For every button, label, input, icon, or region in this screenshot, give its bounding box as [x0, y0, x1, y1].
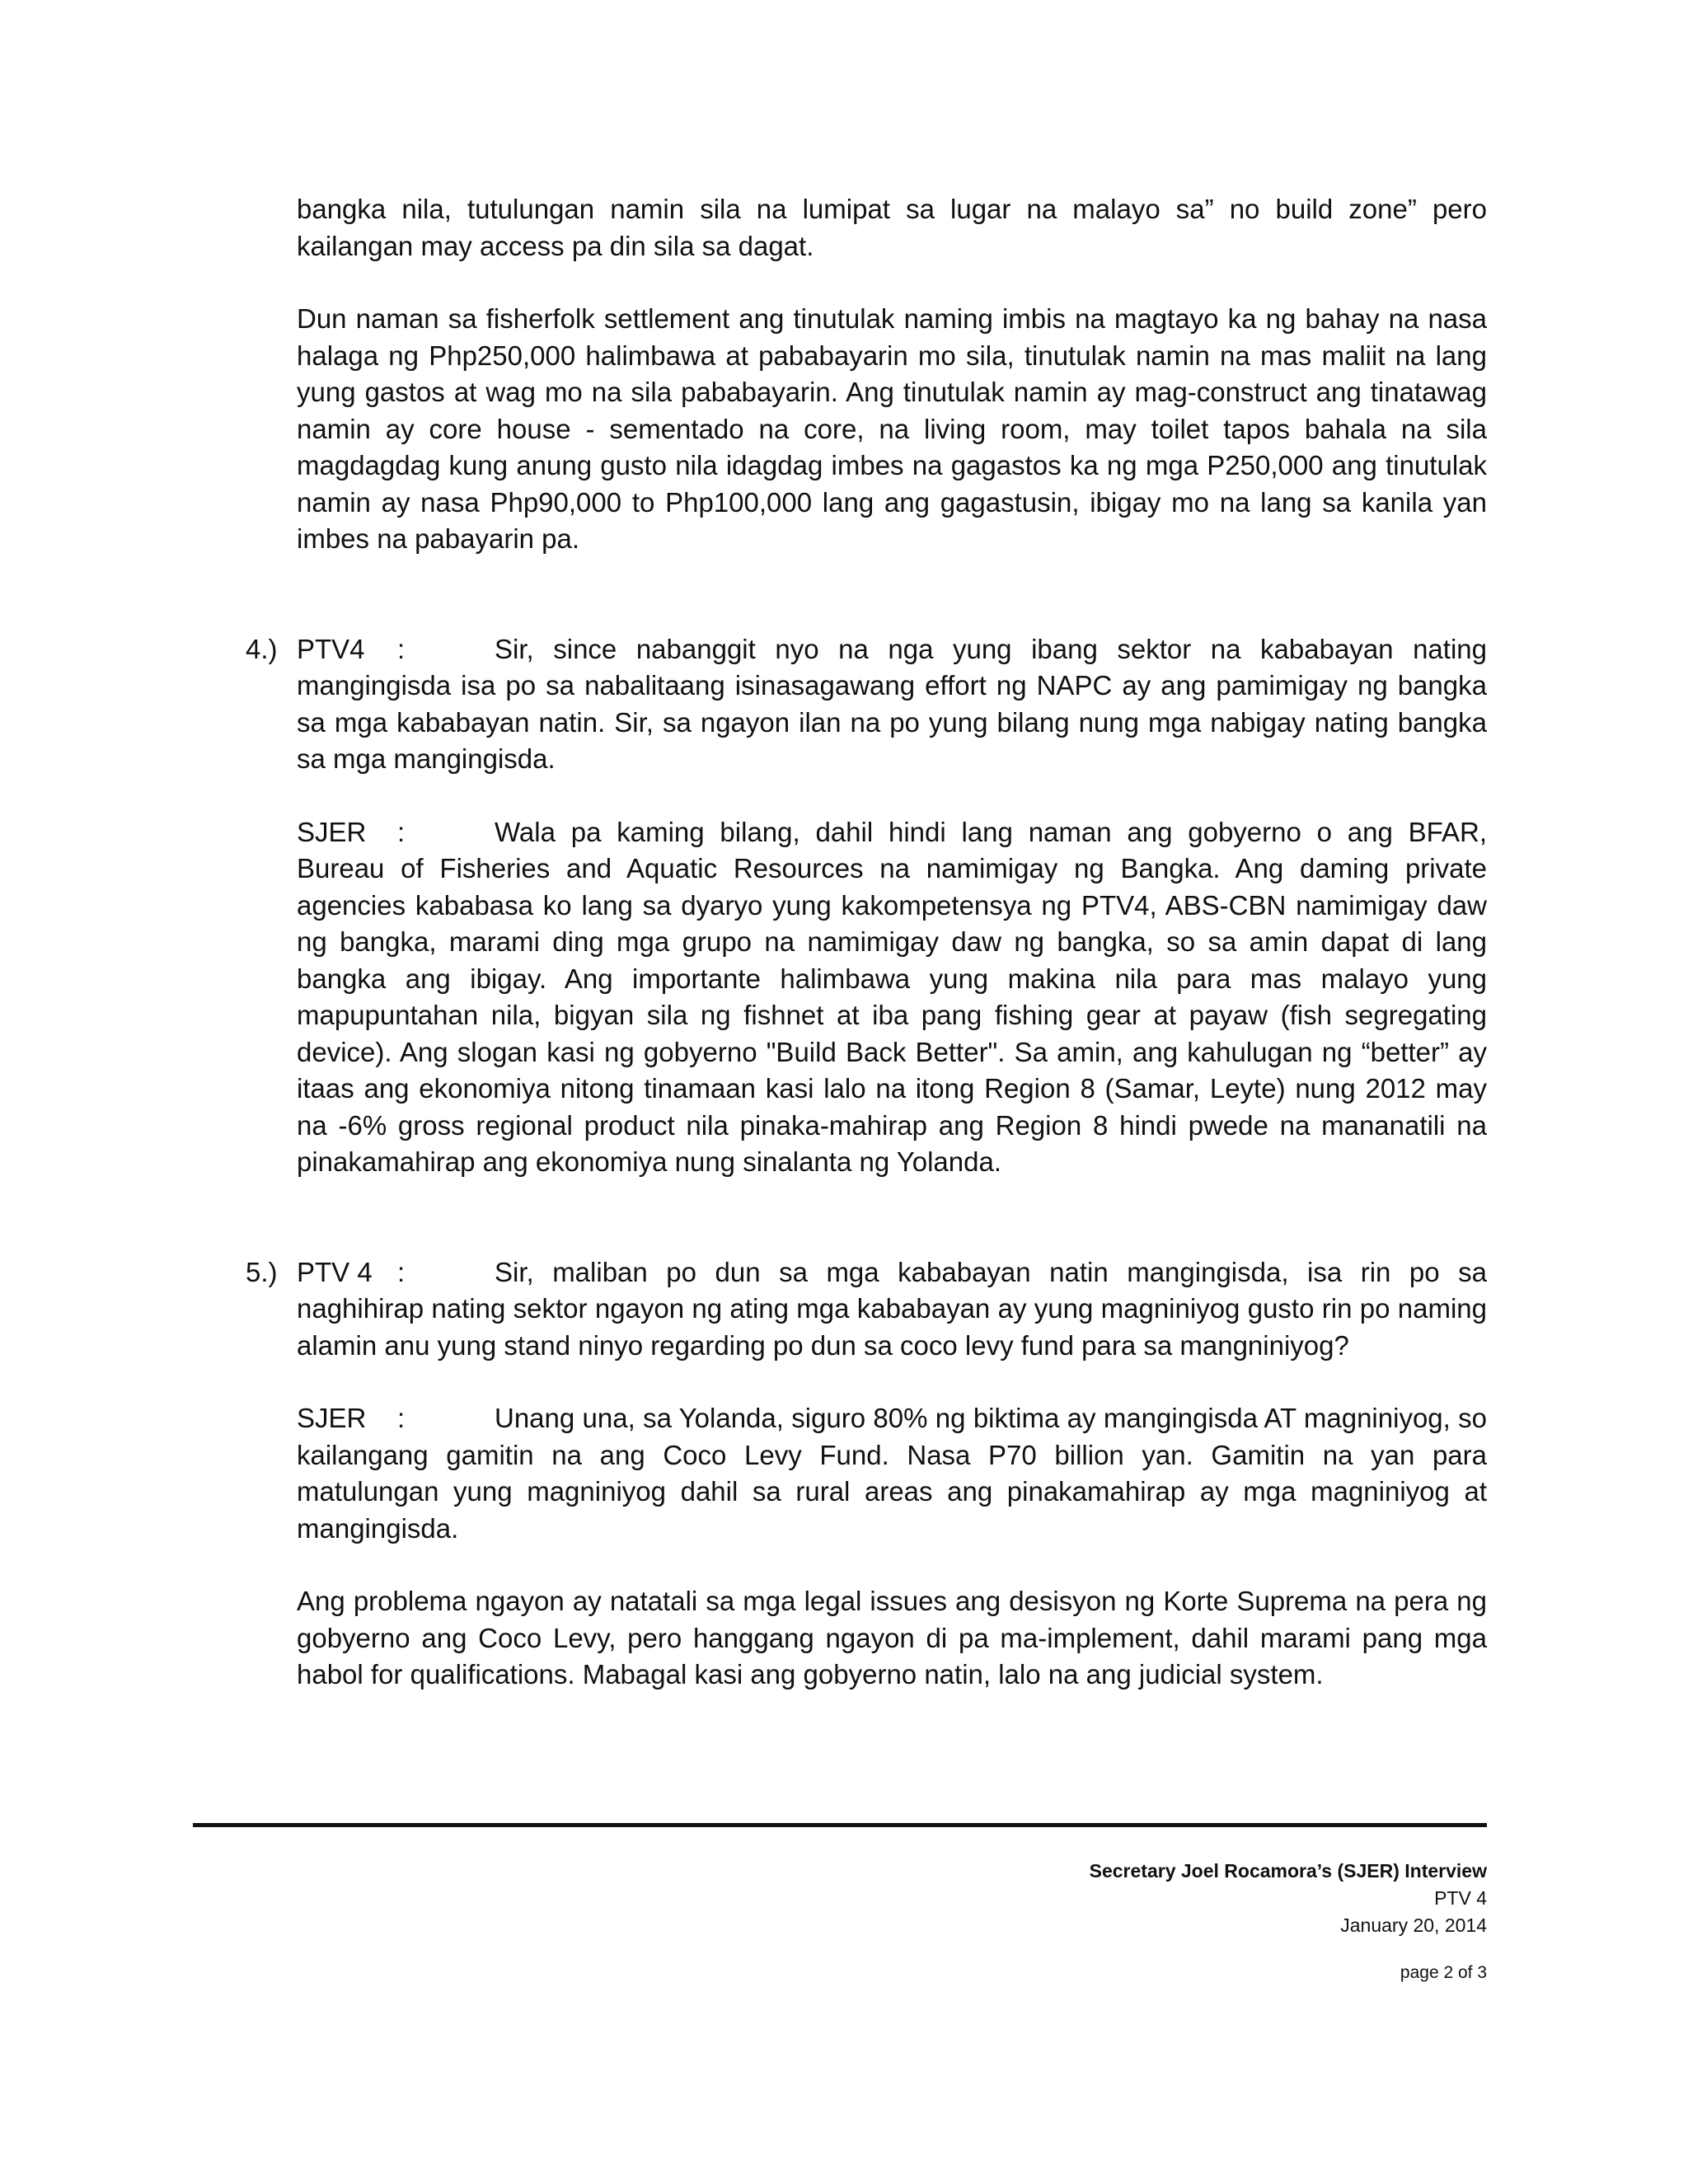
question-5-colon: : [397, 1256, 406, 1287]
section-spacer [297, 558, 1487, 631]
question-4-number: 4.) [246, 633, 278, 664]
question-5-block [246, 1254, 1487, 1365]
question-4-text [297, 631, 1487, 778]
question-5-speaker: PTV 4 [297, 1256, 373, 1287]
answer-5-body: Unang una, sa Yolanda, siguro 80% ng biktima ay mangingisda AT magniniyog, so kailangang gamitin na ang Coco Levy Fund. Nasa P70 billion yan. Gamitin na yan para matulungan yung magniniyog dahil sa rural areas ang pinakamahirap ay mga magniniyog at mangingisda. [297, 1403, 1487, 1544]
page-number: page 2 of 3 [1400, 1963, 1487, 1982]
answer-4-speaker: SJER [297, 816, 367, 847]
continuation-paragraph: bangka nila, tutulungan namin sila na lumipat sa lugar na malayo sa” no build zone” pero kailangan may access pa din sila sa dagat. [297, 194, 1487, 261]
answer-5-followup: Ang problema ngayon ay natatali sa mga legal issues ang desisyon ng Korte Suprema na pera ng gobyerno ang Coco Levy, pero hanggang ngayon di pa ma-implement, dahil marami pang mga habol for qualifications. Mabagal kasi ang gobyerno natin, lalo na ang judicial system. [297, 1586, 1487, 1690]
answer-5-text [297, 1400, 1487, 1547]
answer-4-text [297, 814, 1487, 1181]
paragraph-spacer [297, 1364, 1487, 1400]
question-5-number: 5.) [246, 1256, 278, 1287]
answer-5-colon: : [397, 1403, 406, 1433]
document-body [246, 191, 1487, 1694]
question-4-block [246, 631, 1487, 778]
question-5-body: Sir, maliban po dun sa mga kababayan natin mangingisda, isa rin po sa naghihirap nating sektor ngayon ng ating mga kababayan ay yung magniniyog gusto rin po naming alamin anu yung stand ninyo regarding po dun sa coco levy fund para sa mangniniyog? [297, 1256, 1487, 1361]
answer-4-colon: : [397, 816, 406, 847]
paragraph-spacer [297, 1547, 1487, 1583]
question-4-body: Sir, since nabanggit nyo na nga yung ibang sektor na kababayan nating mangingisda isa po sa nabalitaang isinasagawang effort ng NAPC ay ang pamimigay ng bangka sa mga kababayan natin. Sir, sa ngayon ilan na po yung bilang nung mga nabigay nating bangka sa mga mangingisda. [297, 633, 1487, 774]
question-5-text [297, 1254, 1487, 1365]
footer-station: PTV 4 [1434, 1887, 1487, 1909]
footer-date: January 20, 2014 [1340, 1915, 1487, 1936]
page-footer [1090, 1858, 1487, 1986]
answer-4-body: Wala pa kaming bilang, dahil hindi lang naman ang gobyerno o ang BFAR, Bureau of Fisheries and Aquatic Resources na namimigay ng Bangka. Ang daming private agencies kababasa ko lang sa dyaryo yung kakompetensya ng PTV4, ABS-CBN namimigay daw ng bangka, marami ding mga grupo na namimigay daw ng bangka, so sa amin dapat di lang bangka ang ibigay. Ang importante halimbawa yung makina nila para mas malayo yung mapupuntahan nila, bigyan sila ng fishnet at iba pang fishing gear at payaw (fish segregating device). Ang slogan kasi ng gobyerno "Build Back Better". Sa amin, ang kahulugan ng “better” ay itaas ang ekonomiya nitong tinamaan kasi lalo na itong Region 8 (Samar, Leyte) nung 2012 may na -6% gross regional product nila pinaka-mahirap ang Region 8 hindi pwede na mananatili na pinakamahirap ang ekonomiya nung sinalanta ng Yolanda. [297, 816, 1487, 1177]
question-4-colon: : [397, 633, 406, 664]
paragraph-spacer [297, 778, 1487, 814]
settlement-paragraph: Dun naman sa fisherfolk settlement ang tinutulak naming imbis na magtayo ka ng bahay na nasa halaga ng Php250,000 halimbawa at pababayarin mo sila, tinutulak namin na mas maliit na lang yung gastos at wag mo na sila pababayarin. Ang tinutulak namin ay mag-construct ang tinatawag namin ay core house - sementado na core, na living room, may toilet tapos bahala na sila magdagdag kung anung gusto nila idagdag imbes na gagastos ka ng mga P250,000 ang tinutulak namin ay nasa Php90,000 to Php100,000 lang ang gagastusin, ibigay mo na lang sa kanila yan imbes na pabayarin pa. [297, 303, 1487, 554]
question-4-speaker: PTV4 [297, 633, 365, 664]
paragraph-spacer [297, 265, 1487, 301]
footer-divider [193, 1823, 1487, 1827]
answer-5-speaker: SJER [297, 1403, 367, 1433]
footer-title: Secretary Joel Rocamora’s (SJER) Interview [1089, 1860, 1487, 1882]
section-spacer [297, 1181, 1487, 1254]
